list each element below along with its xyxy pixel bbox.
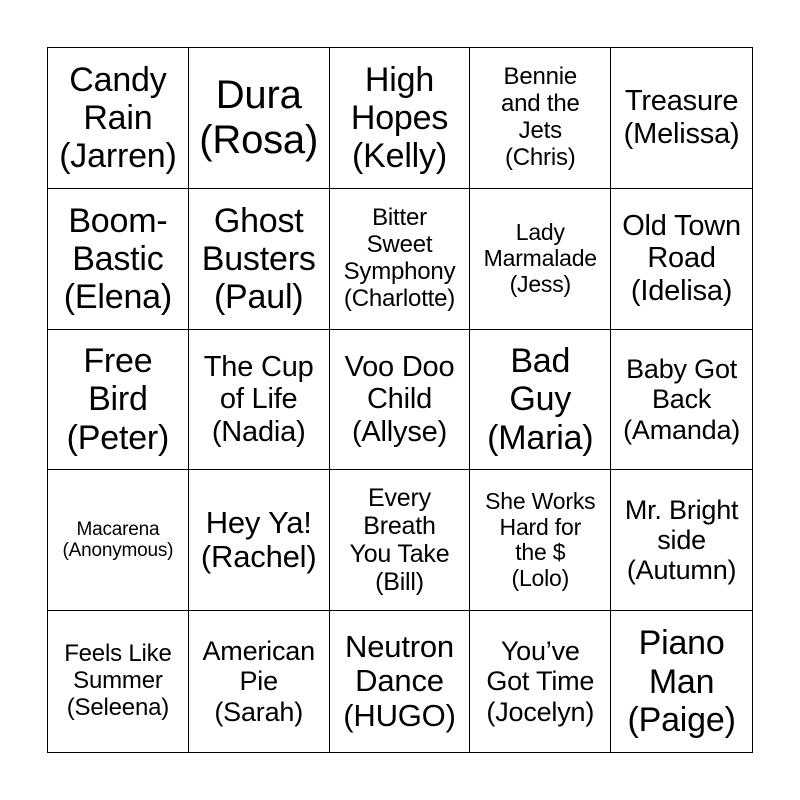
bingo-cell-label: Every Breath You Take (Bill): [349, 484, 450, 597]
bingo-cell[interactable]: [189, 330, 330, 471]
bingo-cell[interactable]: [330, 330, 471, 471]
bingo-cell[interactable]: [611, 189, 752, 330]
bingo-cell-label: The Cup of Life (Nadia): [203, 350, 314, 448]
bingo-cell[interactable]: [189, 470, 330, 611]
bingo-cell-label: Ghost Busters (Paul): [201, 201, 316, 316]
bingo-cell-label: Candy Rain (Jarren): [59, 60, 177, 175]
bingo-cell-label: Neutron Dance (HUGO): [343, 628, 456, 733]
bingo-cell-label: Baby Got Back (Amanda): [623, 354, 741, 445]
bingo-cell-label: Dura (Rosa): [199, 73, 319, 162]
bingo-cell[interactable]: [330, 470, 471, 611]
bingo-cell-label: Bennie and the Jets (Chris): [500, 63, 580, 171]
bingo-cell-label: Treasure (Melissa): [623, 85, 740, 150]
bingo-cell[interactable]: [48, 330, 189, 471]
bingo-cell-label: Old Town Road (Idelisa): [622, 209, 741, 307]
bingo-cell-label: American Pie (Sarah): [202, 636, 315, 727]
bingo-cell[interactable]: [189, 189, 330, 330]
bingo-cell[interactable]: [330, 48, 471, 189]
bingo-cell[interactable]: [330, 189, 471, 330]
bingo-cell-label: Free Bird (Peter): [66, 342, 170, 457]
bingo-cell[interactable]: [470, 330, 611, 471]
bingo-cell-label: Voo Doo Child (Allyse): [344, 350, 455, 448]
bingo-cell[interactable]: [611, 470, 752, 611]
bingo-cell-label: Hey Ya! (Rachel): [200, 504, 317, 575]
bingo-cell[interactable]: [189, 48, 330, 189]
bingo-cell[interactable]: [470, 48, 611, 189]
bingo-cell-label: High Hopes (Kelly): [350, 60, 449, 175]
bingo-cell[interactable]: [611, 48, 752, 189]
bingo-cell-label: Bad Guy (Maria): [487, 342, 594, 457]
bingo-cell[interactable]: [470, 189, 611, 330]
bingo-cell[interactable]: [470, 611, 611, 752]
bingo-cell-label: Feels Like Summer (Seleena): [64, 640, 172, 722]
bingo-cell-label: Bitter Sweet Symphony (Charlotte): [343, 203, 456, 312]
bingo-board: [47, 47, 753, 753]
bingo-cell-label: Mr. Bright side (Autumn): [624, 494, 739, 586]
bingo-cell[interactable]: [611, 611, 752, 752]
bingo-cell-label: You’ve Got Time (Jocelyn): [486, 636, 595, 727]
bingo-cell-label: Lady Marmalade (Jess): [483, 219, 597, 297]
bingo-cell[interactable]: [48, 470, 189, 611]
bingo-cell-label: Piano Man (Paige): [627, 624, 736, 739]
bingo-cell[interactable]: [48, 611, 189, 752]
bingo-cell[interactable]: [189, 611, 330, 752]
bingo-cell[interactable]: [611, 330, 752, 471]
bingo-cell-label: She Works Hard for the $ (Lolo): [485, 487, 596, 592]
bingo-cell[interactable]: [48, 189, 189, 330]
bingo-cell[interactable]: [48, 48, 189, 189]
bingo-cell-label: Boom- Bastic (Elena): [63, 201, 172, 316]
bingo-cell-label: Macarena (Anonymous): [62, 519, 174, 562]
bingo-cell[interactable]: [470, 470, 611, 611]
bingo-cell[interactable]: [330, 611, 471, 752]
